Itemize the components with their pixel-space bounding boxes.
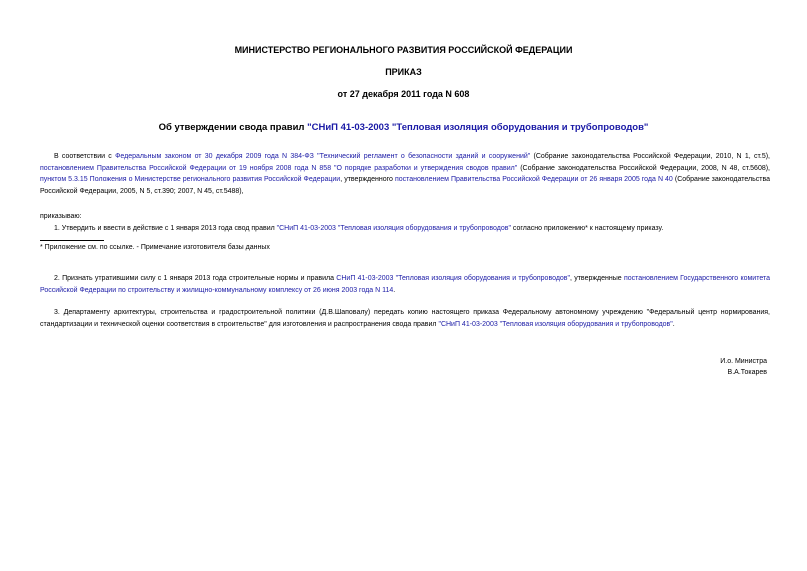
order-word: приказываю:	[40, 213, 82, 220]
item-2-text-3: .	[393, 286, 396, 294]
title-snip-link[interactable]: "СНиП 41-03-2003 "Тепловая изоляция оборудования и трубопроводов"	[307, 122, 649, 133]
title-prefix: Об утверждении свода правил	[158, 122, 308, 133]
preamble-text-4: , утвержденного	[340, 176, 395, 184]
federal-law-link[interactable]: Федеральным законом от 30 декабря 2009 года N 384-ФЗ "Технический регламент о безопасности зданий и сооружений"	[115, 153, 531, 160]
item-1-text-2: согласно приложению* к настоящему приказу.	[510, 225, 664, 232]
item-1-snip-link[interactable]: "СНиП 41-03-2003 "Тепловая изоляция оборудования и трубопроводов"	[276, 225, 511, 232]
footnote-divider	[40, 240, 104, 241]
document-title	[0, 122, 807, 133]
item-1-paragraph	[40, 223, 770, 235]
signature-position: И.о. Министра	[720, 358, 767, 365]
item-3-paragraph	[40, 307, 770, 330]
preamble-text-2: (Собрание законодательства Российской Федерации, 2010, N 1, ст.5),	[530, 153, 770, 160]
gosstroy-resolution-link[interactable]: постановлением Государственного комитета Российской Федерации по строительству и жилищно-коммунальному комплексу от 26 июня 2003 года N 114	[40, 275, 771, 294]
government-resolution-40-link[interactable]: постановлением Правительства Российской Федерации от 26 января 2005 года N 40	[394, 176, 673, 184]
item-3-text-2: .	[672, 320, 675, 328]
footnote-text: * Приложение см. по ссылке. - Примечание изготовителя базы данных	[40, 244, 270, 251]
item-3-snip-link[interactable]: "СНиП 41-03-2003 "Тепловая изоляция оборудования и трубопроводов"	[438, 320, 673, 328]
government-resolution-858-link[interactable]: постановлением Правительства Российской Федерации от 19 ноября 2008 года N 858 "О порядке разработки и утверждения сводов правил"	[40, 164, 518, 172]
item-3-text-1: 3. Департаменту архитектуры, строительства и градостроительной политики (Д.В.Шаповалу) передать копию настоящего приказа Федеральному автономному учреждению "Федеральный центр нормирования, стандартизации и технической оценки соответствия в строительстве" для изготовления и распространения свода правил	[40, 309, 770, 328]
preamble-text-1: В соответствии с	[54, 153, 116, 160]
date-number-heading: от 27 декабря 2011 года N 608	[337, 89, 470, 99]
preamble-paragraph	[40, 151, 770, 197]
item-2-paragraph	[40, 273, 770, 296]
item-1-text-1: 1. Утвердить и ввести в действие с 1 января 2013 года свод правил	[54, 225, 277, 232]
item-2-text-2: , утвержденные	[570, 275, 624, 282]
item-2-snip-link[interactable]: СНиП 41-03-2003 "Тепловая изоляция оборудования и трубопроводов"	[336, 275, 571, 282]
document-type-heading: ПРИКАЗ	[385, 67, 422, 77]
preamble-text-3: (Собрание законодательства Российской Федерации, 2008, N 48, ст.5608),	[517, 164, 771, 172]
ministry-heading: МИНИСТЕРСТВО РЕГИОНАЛЬНОГО РАЗВИТИЯ РОССИЙСКОЙ ФЕДЕРАЦИИ	[234, 45, 573, 55]
item-2-text-1: 2. Признать утратившими силу с 1 января 2013 года строительные нормы и правила	[54, 275, 337, 282]
ministry-regulation-clause-link[interactable]: пунктом 5.3.15 Положения о Министерстве регионального развития Российской Федерации	[40, 176, 341, 184]
preamble-text-5: (Собрание законодательства Российской Федерации, 2005, N 5, ст.390; 2007, N 45, ст.5488),	[40, 176, 770, 195]
signature-name: В.А.Токарев	[727, 369, 767, 376]
